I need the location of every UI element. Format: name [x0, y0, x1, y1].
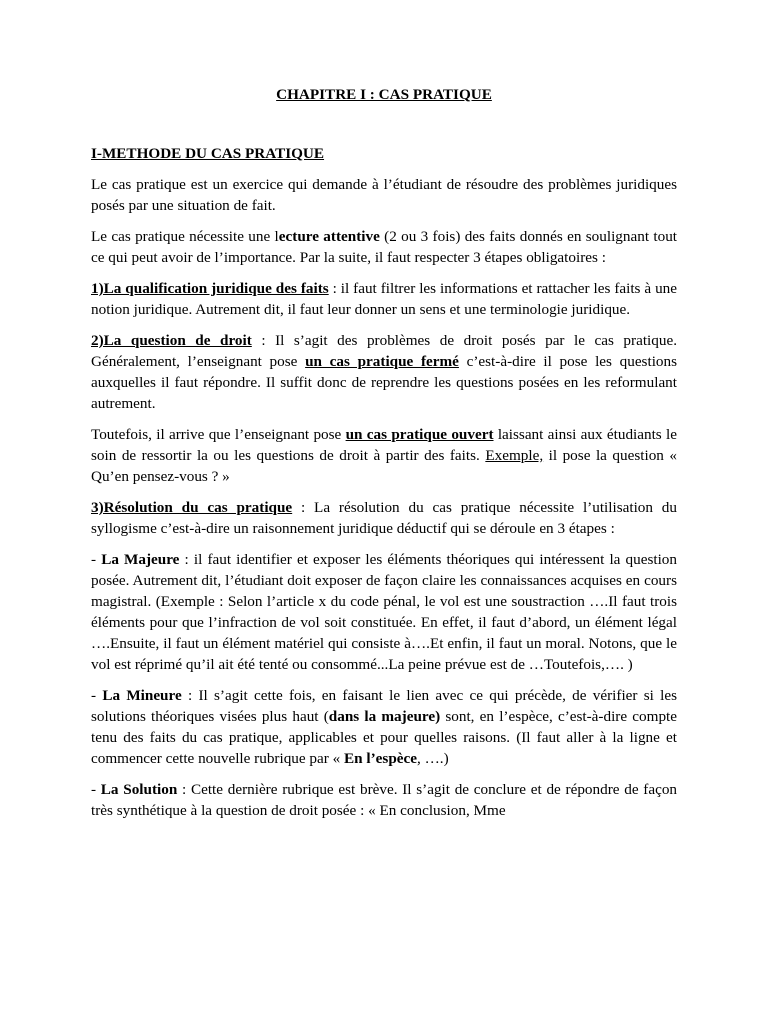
dash: -	[91, 687, 103, 704]
bold-run: En l’espèce	[344, 750, 417, 767]
text-run: Toutefois, il arrive que l’enseignant pose	[91, 426, 346, 443]
paragraph-solution	[91, 779, 677, 821]
text-run: c’est-à-dire il pose les questions auxquelles il faut répondre. Il suffit donc de reprendre les questions posées en les reformulant autrement.	[91, 353, 678, 412]
step-heading: 2)La question de droit	[91, 332, 252, 349]
text-run: : Il s’agit cette fois, en faisant le lien avec ce qui précède, de vérifier si les solutions théoriques visées plus haut (	[91, 687, 677, 725]
text-run: Le cas pratique nécessite une l	[91, 228, 279, 245]
paragraph-majeure	[91, 549, 677, 675]
dash: -	[91, 551, 102, 568]
paragraph-intro: Le cas pratique est un exercice qui demande à l’étudiant de résoudre des problèmes juridiques posés par une situation de fait.	[91, 176, 677, 214]
text-run: : il faut filtrer les informations et rattacher les faits à une notion juridique. Autrement dit, il faut leur donner un sens et une terminologie juridique.	[91, 280, 678, 318]
item-label: La Majeure	[101, 551, 180, 568]
text-run: laissant ainsi aux étudiants le soin de ressortir la ou les questions de droit à partir des faits.	[91, 426, 677, 464]
document-page	[91, 84, 677, 831]
item-label: La Mineure	[102, 687, 182, 704]
text-run: : Cette dernière rubrique est brève. Il s’agit de conclure et de répondre de façon très synthétique à la question de droit posée : « En conclusion, Mme	[91, 781, 678, 819]
emphasis-run: un cas pratique ouvert	[345, 426, 494, 443]
item-label: La Solution	[100, 781, 178, 798]
text-run: sont, en l’espèce, c’est-à-dire compte tenu des faits du cas pratique, applicables et pour quelles raisons. (Il faut aller à la ligne et commencer cette nouvelle rubrique par «	[91, 708, 677, 767]
step-heading: 3)Résolution du cas pratique	[91, 499, 293, 516]
text-run: , ….)	[417, 750, 449, 767]
section-title: I-METHODE DU CAS PRATIQUE	[91, 145, 325, 162]
paragraph-resolution	[91, 497, 677, 539]
text-run: : La résolution du cas pratique nécessite l’utilisation du syllogisme c’est-à-dire un raisonnement juridique déductif qui se déroule en 3 étapes :	[91, 499, 677, 537]
text-run: : Il s’agit des problèmes de droit posés par le cas pratique. Généralement, l’enseignant pose	[91, 332, 677, 370]
text-run: il pose la question « Qu’en pensez-vous ? »	[91, 447, 677, 485]
paragraph-lecture	[91, 226, 677, 268]
text-run: (2 ou 3 fois) des faits donnés en soulignant tout ce qui peut avoir de l’importance. Par la suite, il faut respecter 3 étapes obligatoires :	[91, 228, 678, 266]
paragraph-cas-ouvert	[91, 424, 677, 487]
paragraph-qualification	[91, 278, 677, 320]
bold-run: dans la majeure)	[328, 708, 441, 725]
underlined-run: Exemple,	[485, 447, 544, 464]
step-heading: 1)La qualification juridique des faits	[91, 280, 329, 297]
bold-run: ecture attentive	[278, 228, 380, 245]
paragraph-mineure	[91, 685, 677, 769]
dash: -	[91, 781, 101, 798]
emphasis-run: un cas pratique fermé	[305, 353, 459, 370]
paragraph-question-droit	[91, 330, 677, 414]
text-run: : il faut identifier et exposer les éléments théoriques qui intéressent la question posée. Autrement dit, l’étudiant doit exposer de façon claire les connaissances acquises en cours magistral. (Exemple : Selon l’article x du code pénal, le vol est une soustraction ….Il faut trois éléments pour que l’infraction de vol soit constituée. En effet, il faut d’abord, un élément légal ….Ensuite, il faut un élément matériel qui consiste à….Et enfin, il faut un moral. Notons, que le vol est réprimé qu’il ait été tenté ou consommé...La peine prévue est de …Toutefois,…. )	[91, 551, 677, 673]
chapter-title: CHAPITRE I : CAS PRATIQUE	[276, 86, 492, 103]
